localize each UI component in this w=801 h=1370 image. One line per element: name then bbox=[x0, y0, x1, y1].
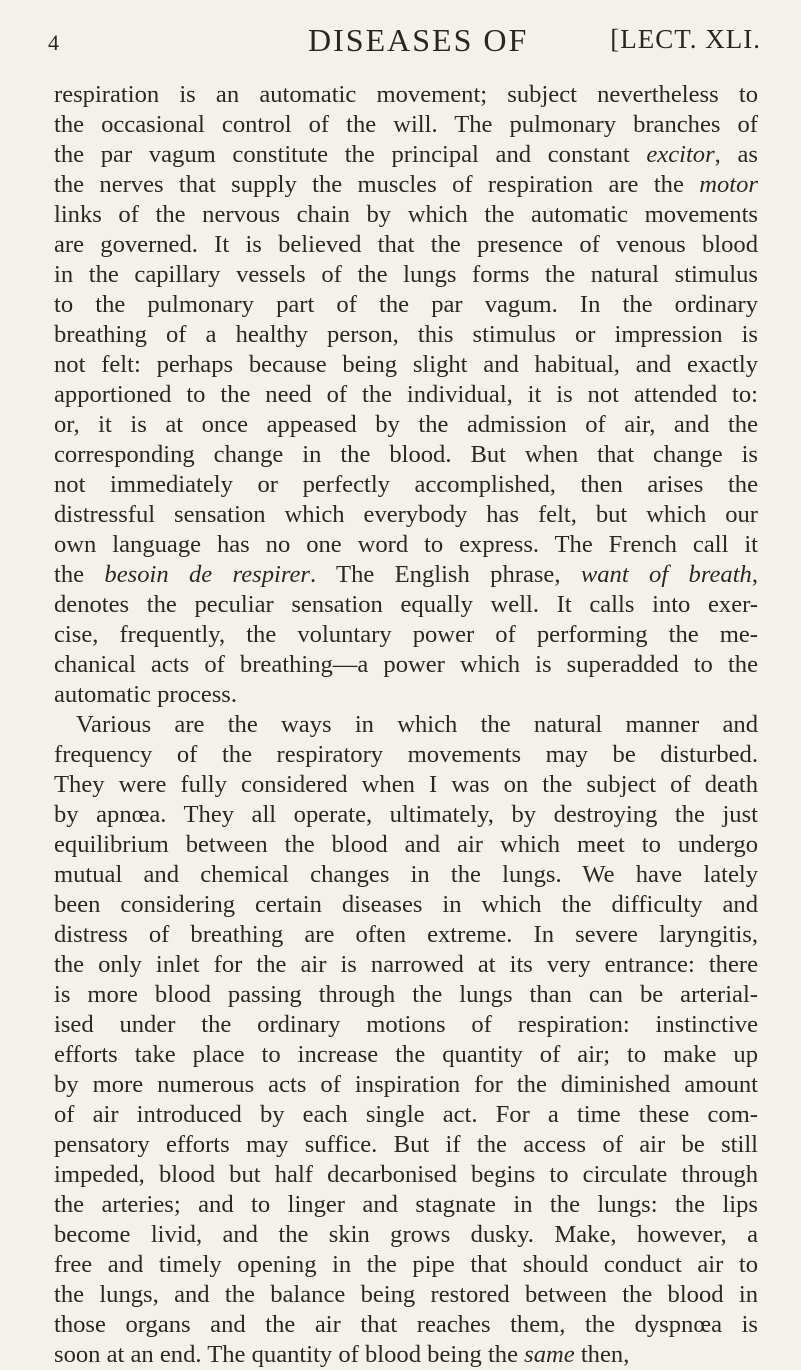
italic-text: besoin de respirer bbox=[104, 561, 310, 588]
text-line: distress of breathing are often extreme. In severe laryngitis, bbox=[54, 921, 758, 948]
text-segment: soon at an end. The quantity of blood being the bbox=[54, 1341, 525, 1368]
text-line: own language has no one word to express. The French call it bbox=[54, 531, 758, 558]
text-line: the lungs, and the balance being restored between the blood in bbox=[54, 1281, 758, 1308]
text-segment: , bbox=[751, 561, 758, 588]
text-line bbox=[54, 1340, 758, 1370]
text-line: to the pulmonary part of the par vagum. In the ordinary bbox=[54, 291, 758, 318]
italic-text: want of breath bbox=[580, 561, 752, 588]
text-segment: the nerves that supply the muscles of respiration are the bbox=[54, 171, 700, 198]
text-line: the arteries; and to linger and stagnate in the lungs: the lips bbox=[54, 1191, 758, 1218]
text-line bbox=[54, 140, 758, 170]
text-line: by apnœa. They all operate, ultimately, by destroying the just bbox=[54, 801, 758, 828]
text-line: been considering certain diseases in which the difficulty and bbox=[54, 891, 758, 918]
page-header bbox=[48, 22, 761, 66]
lecture-reference: [LECT. XLI. bbox=[610, 24, 761, 54]
text-line: automatic process. bbox=[54, 681, 238, 708]
text-line: denotes the peculiar sensation equally well. It calls into exer- bbox=[54, 591, 758, 618]
text-line: breathing of a healthy person, this stimulus or impression is bbox=[54, 321, 758, 348]
text-line: apportioned to the need of the individual, it is not attended to: bbox=[54, 381, 758, 408]
text-line: equilibrium between the blood and air which meet to undergo bbox=[54, 831, 758, 858]
text-line: the occasional control of the will. The pulmonary branches of bbox=[54, 111, 758, 138]
text-line: become livid, and the skin grows dusky. Make, however, a bbox=[54, 1221, 758, 1248]
text-line: of air introduced by each single act. For a time these com- bbox=[54, 1101, 758, 1128]
text-line: free and timely opening in the pipe that should conduct air to bbox=[54, 1251, 758, 1278]
text-line: are governed. It is believed that the presence of venous blood bbox=[54, 231, 758, 258]
text-line: efforts take place to increase the quantity of air; to make up bbox=[54, 1041, 758, 1068]
text-line: frequency of the respiratory movements may be disturbed. bbox=[54, 741, 758, 768]
text-segment: then, bbox=[574, 1341, 630, 1368]
text-line: respiration is an automatic movement; subject nevertheless to bbox=[54, 81, 758, 108]
text-line: mutual and chemical changes in the lungs. We have lately bbox=[54, 861, 758, 888]
italic-text: same bbox=[524, 1341, 575, 1368]
text-line: or, it is at once appeased by the admission of air, and the bbox=[54, 411, 758, 438]
text-line: corresponding change in the blood. But when that change is bbox=[54, 441, 758, 468]
text-line: the only inlet for the air is narrowed at its very entrance: there bbox=[54, 951, 758, 978]
text-line: cise, frequently, the voluntary power of performing the me- bbox=[54, 621, 758, 648]
text-line: impeded, blood but half decarbonised begins to circulate through bbox=[54, 1161, 758, 1188]
text-line: chanical acts of breathing—a power which is superadded to the bbox=[54, 651, 758, 678]
text-line: distressful sensation which everybody has felt, but which our bbox=[54, 501, 758, 528]
text-line: ised under the ordinary motions of respiration: instinctive bbox=[54, 1011, 758, 1038]
italic-text: motor bbox=[699, 171, 758, 198]
text-line: links of the nervous chain by which the automatic movements bbox=[54, 201, 758, 228]
text-segment: . The English phrase, bbox=[309, 561, 581, 588]
running-title: DISEASES OF bbox=[308, 22, 529, 58]
text-segment: the par vagum constitute the principal and constant bbox=[54, 141, 647, 168]
text-line: Various are the ways in which the natural manner and bbox=[76, 711, 758, 738]
text-line: by more numerous acts of inspiration for the diminished amount bbox=[54, 1071, 758, 1098]
page-number: 4 bbox=[48, 30, 59, 55]
text-line: They were fully considered when I was on the subject of death bbox=[54, 771, 758, 798]
text-line bbox=[54, 170, 758, 200]
text-line: in the capillary vessels of the lungs forms the natural stimulus bbox=[54, 261, 758, 288]
text-line: is more blood passing through the lungs than can be arterial- bbox=[54, 981, 758, 1008]
italic-text: excitor bbox=[646, 141, 715, 168]
text-line: not felt: perhaps because being slight and habitual, and exactly bbox=[54, 351, 758, 378]
text-segment: the bbox=[54, 561, 105, 588]
text-line: those organs and the air that reaches them, the dyspnœa is bbox=[54, 1311, 758, 1338]
text-segment: , as bbox=[714, 141, 758, 168]
text-line: not immediately or perfectly accomplished, then arises the bbox=[54, 471, 758, 498]
text-line: pensatory efforts may suffice. But if the access of air be still bbox=[54, 1131, 758, 1158]
body-text bbox=[54, 80, 758, 1370]
text-line bbox=[54, 560, 758, 590]
